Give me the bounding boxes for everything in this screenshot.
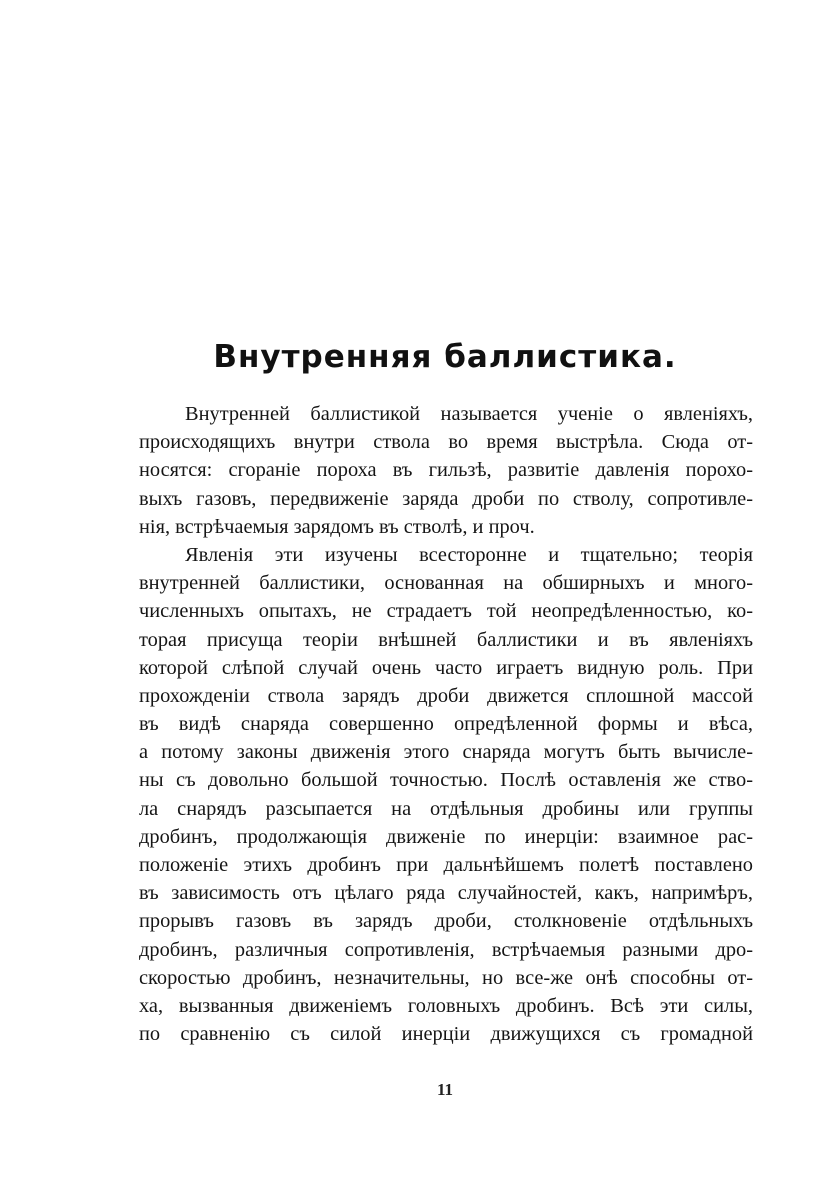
paragraph-2-line-17: ха, вызванныя движеніемъ головныхъ дробинъ. Всѣ эти силы,: [139, 994, 753, 1017]
paragraph-2-line-9: ны съ довольно большой точностью. Послѣ оставленія же ство-: [139, 769, 753, 792]
paragraph-2-line-15: дробинъ, различныя сопротивленія, встрѣчаемыя разными дро-: [139, 938, 753, 961]
paragraph-1-line-4: выхъ газовъ, передвиженіе заряда дроби по стволу, сопротивле-: [139, 487, 753, 510]
paragraph-2-line-13: въ зависимость отъ цѣлаго ряда случайностей, какъ, напримѣръ,: [139, 882, 753, 905]
paragraph-1-line-2: происходящихъ внутри ствола во время выстрѣла. Сюда от-: [139, 431, 753, 454]
paragraph-2-line-14: прорывъ газовъ въ зарядъ дроби, столкновеніе отдѣльныхъ: [139, 910, 753, 933]
paragraph-2-line-4: торая присуща теоріи внѣшней баллистики и въ явленіяхъ: [139, 628, 753, 651]
body-text: [139, 400, 753, 1048]
paragraph-1-line-3: носятся: сгораніе пороха въ гильзѣ, развитіе давленія порохо-: [139, 459, 753, 482]
paragraph-2-line-5: которой слѣпой случай очень часто играетъ видную роль. При: [139, 656, 753, 679]
paragraph-2-line-8: а потому законы движенія этого снаряда могутъ быть вычисле-: [139, 741, 753, 764]
paragraph-2-line-11: дробинъ, продолжающія движеніе по инерціи: взаимное рас-: [139, 825, 753, 848]
paragraph-1-line-1: Внутренней баллистикой называется ученіе о явленіяхъ,: [185, 403, 753, 425]
paragraph-2-line-10: ла снарядъ разсыпается на отдѣльныя дробины или группы: [139, 797, 753, 820]
chapter-title: Внутренняя баллистика.: [213, 339, 677, 375]
paragraph-2-line-6: прохожденіи ствола зарядъ дроби движется сплошной массой: [139, 684, 753, 707]
paragraph-2-line-1: Явленія эти изучены всесторонне и тщательно; теорія: [185, 543, 753, 566]
paragraph-2-line-12: положеніе этихъ дробинъ при дальнѣйшемъ полетѣ поставлено: [139, 854, 753, 876]
paragraph-1-line-5: нія, встрѣчаемыя зарядомъ въ стволѣ, и проч.: [139, 515, 535, 538]
paragraph-2-line-7: въ видѣ снаряда совершенно опредѣленной формы и вѣса,: [139, 713, 753, 736]
page-number: 11: [436, 1080, 454, 1099]
paragraph-2-line-18: по сравненію съ силой инерціи движущихся съ громадной: [139, 1023, 753, 1046]
paragraph-2-line-2: внутренней баллистики, основанная на обширныхъ и много-: [139, 572, 753, 595]
paragraph-2-line-3: численныхъ опытахъ, не страдаетъ той неопредѣленностью, ко-: [139, 600, 753, 623]
paragraph-2-line-16: скоростью дробинъ, незначительны, но все-же онѣ способны от-: [139, 966, 753, 989]
